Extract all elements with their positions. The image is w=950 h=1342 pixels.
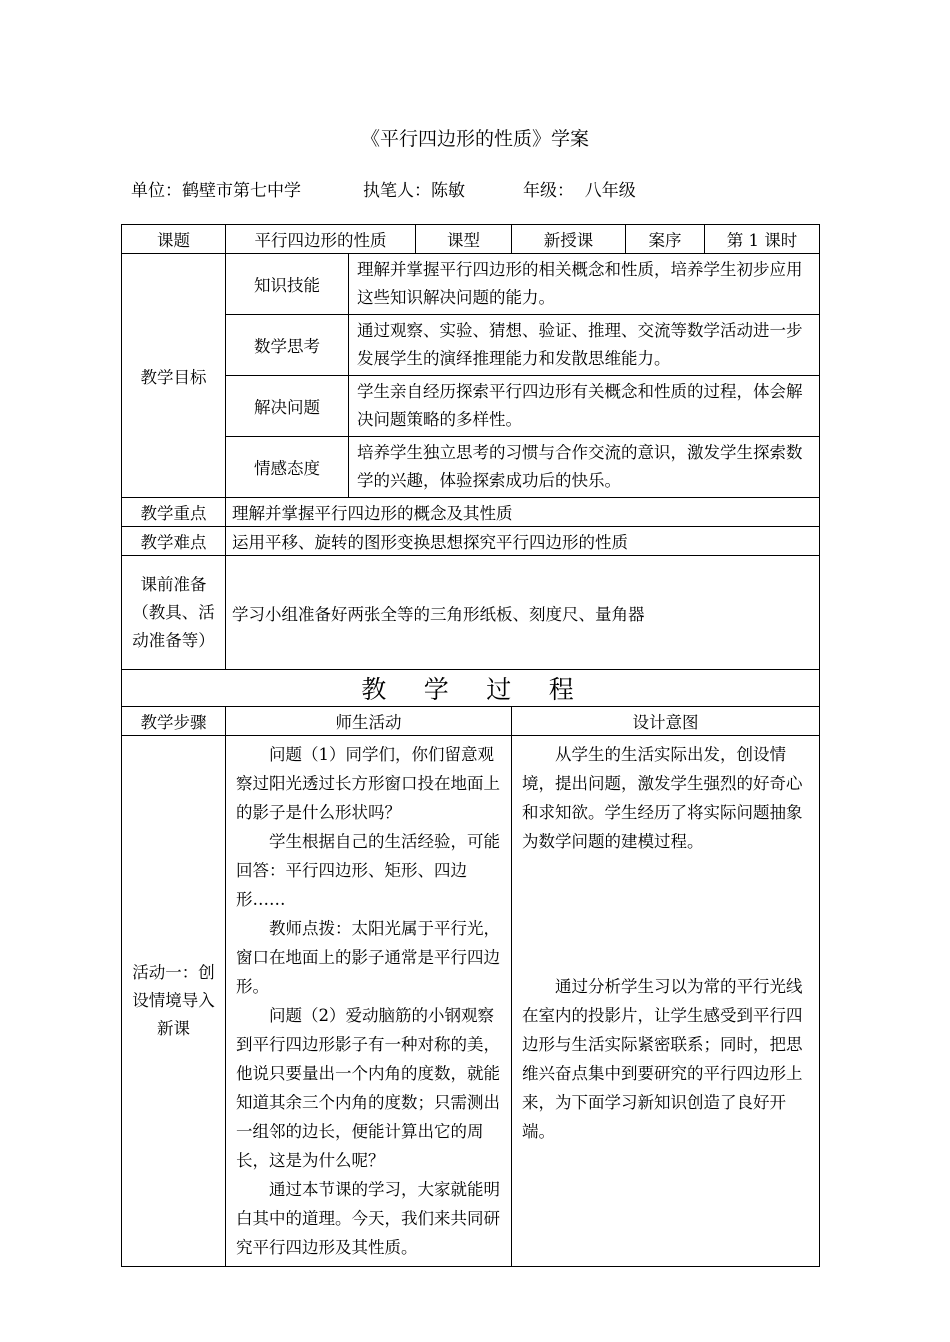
objective-text: 培养学生独立思考的习惯与合作交流的意识，激发学生探索数学的兴趣，体验探索成功后的快乐。 <box>349 437 820 498</box>
objective-text: 学生亲自经历探索平行四边形有关概念和性质的过程，体会解决问题策略的多样性。 <box>349 376 820 437</box>
col-intent: 设计意图 <box>512 707 820 736</box>
activity-paragraph: 问题（2）爱动脑筋的小钢观察到平行四边形影子有一种对称的美，他说只要量出一个内角的度数，就能知道其余三个内角的度数；只需测出一组邻的边长，便能计算出它的周长，这是为什么呢？ <box>236 1006 500 1170</box>
intent-content <box>512 736 820 1267</box>
document-title: 《平行四边形的性质》学案 <box>360 128 589 150</box>
objective-name: 情感态度 <box>226 437 349 498</box>
key-point-row <box>122 498 820 527</box>
key-point-text: 理解并掌握平行四边形的概念及其性质 <box>226 498 820 527</box>
objective-name: 知识技能 <box>226 254 349 315</box>
objective-name: 解决问题 <box>226 376 349 437</box>
activity-row <box>122 736 820 1267</box>
objective-name: 数学思考 <box>226 315 349 376</box>
objective-row <box>122 376 820 437</box>
unit-text: 单位：鹤壁市第七中学 <box>131 181 301 201</box>
objective-text: 通过观察、实验、猜想、验证、推理、交流等数学活动进一步发展学生的演绎推理能力和发散思维能力。 <box>349 315 820 376</box>
preparation-label: 课前准备（教具、活动准备等） <box>122 556 226 670</box>
document-meta <box>131 176 636 201</box>
preparation-row <box>122 556 820 670</box>
objective-row <box>122 254 820 315</box>
difficulty-label: 教学难点 <box>122 527 226 556</box>
activity-content <box>226 736 512 1267</box>
author-text: 执笔人：陈敏 <box>363 181 465 201</box>
topic-value: 平行四边形的性质 <box>226 225 416 254</box>
difficulty-text: 运用平移、旋转的图形变换思想探究平行四边形的性质 <box>226 527 820 556</box>
difficulty-row <box>122 527 820 556</box>
activity-paragraph: 学生根据自己的生活经验，可能回答：平行四边形、矩形、四边形…… <box>236 832 500 909</box>
header-row <box>122 225 820 254</box>
order-value: 第 1 课时 <box>705 225 820 254</box>
type-value: 新授课 <box>512 225 626 254</box>
objective-row <box>122 437 820 498</box>
objective-row <box>122 315 820 376</box>
objectives-label: 教学目标 <box>122 254 226 498</box>
activity-paragraph: 问题（1）同学们，你们留意观察过阳光透过长方形窗口投在地面上的影子是什么形状吗？ <box>236 745 500 822</box>
order-label: 案序 <box>626 225 705 254</box>
grade-text: 年级： 八年级 <box>523 181 636 201</box>
col-activity: 师生活动 <box>226 707 512 736</box>
objective-text: 理解并掌握平行四边形的相关概念和性质，培养学生初步应用这些知识解决问题的能力。 <box>349 254 820 315</box>
lesson-plan-table <box>121 224 820 1267</box>
activity-paragraph: 教师点拨：太阳光属于平行光，窗口在地面上的影子通常是平行四边形。 <box>236 919 500 996</box>
topic-label: 课题 <box>122 225 226 254</box>
process-heading: 教学过程 <box>122 670 820 707</box>
intent-paragraph: 从学生的生活实际出发，创设情境，提出问题，激发学生强烈的好奇心和求知欲。学生经历了将实际问题抽象为数学问题的建模过程。 <box>522 745 803 851</box>
activity-step: 活动一：创设情境导入新课 <box>122 736 226 1267</box>
process-columns-row <box>122 707 820 736</box>
col-step: 教学步骤 <box>122 707 226 736</box>
key-point-label: 教学重点 <box>122 498 226 527</box>
preparation-text: 学习小组准备好两张全等的三角形纸板、刻度尺、量角器 <box>226 556 820 670</box>
intent-paragraph: 通过分析学生习以为常的平行光线在室内的投影片，让学生感受到平行四边形与生活实际紧密联系；同时，把思维兴奋点集中到要研究的平行四边形上来，为下面学习新知识创造了良好开端。 <box>522 977 803 1141</box>
process-heading-row <box>122 670 820 707</box>
activity-paragraph: 通过本节课的学习，大家就能明白其中的道理。今天，我们来共同研究平行四边形及其性质。 <box>236 1180 500 1257</box>
type-label: 课型 <box>416 225 512 254</box>
